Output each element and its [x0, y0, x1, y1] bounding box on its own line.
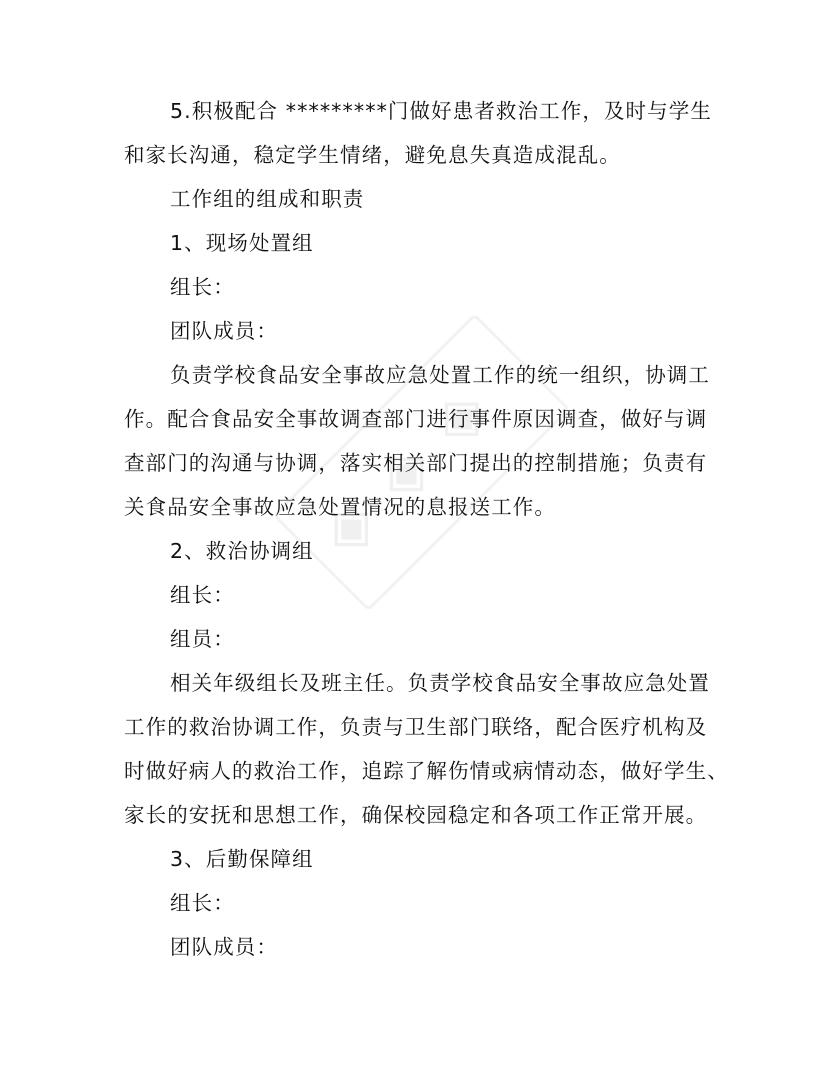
section-heading: 工作组的组成和职责	[170, 187, 365, 211]
field-label: 组长：	[170, 583, 235, 607]
paragraph-line: 家长的安抚和思想工作，确保校园稳定和各项工作正常开展。	[124, 803, 708, 827]
paragraph-line: 工作的救治协调工作，负责与卫生部门联络，配合医疗机构及	[124, 715, 708, 739]
watermark-glyph: ◈	[415, 372, 501, 459]
field-label: 团队成员：	[170, 935, 278, 959]
watermark-glyph: ◈	[360, 427, 446, 514]
watermark-glyph: ◈	[304, 483, 391, 569]
paragraph-line: 时做好病人的救治工作，追踪了解伤情或病情动态，做好学生、	[124, 759, 729, 783]
subsection-heading: 3、后勤保障组	[170, 847, 314, 871]
paragraph-line: 相关年级组长及班主任。负责学校食品安全事故应急处置	[170, 671, 710, 695]
paragraph-line: 5.积极配合 *********门做好患者救治工作，及时与学生	[170, 99, 712, 123]
field-label: 组员：	[170, 627, 235, 651]
subsection-heading: 2、救治协调组	[170, 539, 314, 563]
watermark-logo	[180, 225, 689, 734]
field-label: 组长：	[170, 275, 235, 299]
paragraph-line: 关食品安全事故应急处置情况的息报送工作。	[124, 495, 556, 519]
paragraph-line: 负责学校食品安全事故应急处置工作的统一组织，协调工	[170, 363, 710, 387]
paragraph-line: 和家长沟通，稳定学生情绪，避免息失真造成混乱。	[124, 143, 621, 167]
field-label: 团队成员：	[170, 319, 278, 343]
paragraph-line: 查部门的沟通与协调，落实相关部门提出的控制措施；负责有	[124, 451, 708, 475]
subsection-heading: 1、现场处置组	[170, 231, 314, 255]
paragraph-line: 作。配合食品安全事故调查部门进行事件原因调查，做好与调	[124, 407, 708, 431]
field-label: 组长：	[170, 891, 235, 915]
